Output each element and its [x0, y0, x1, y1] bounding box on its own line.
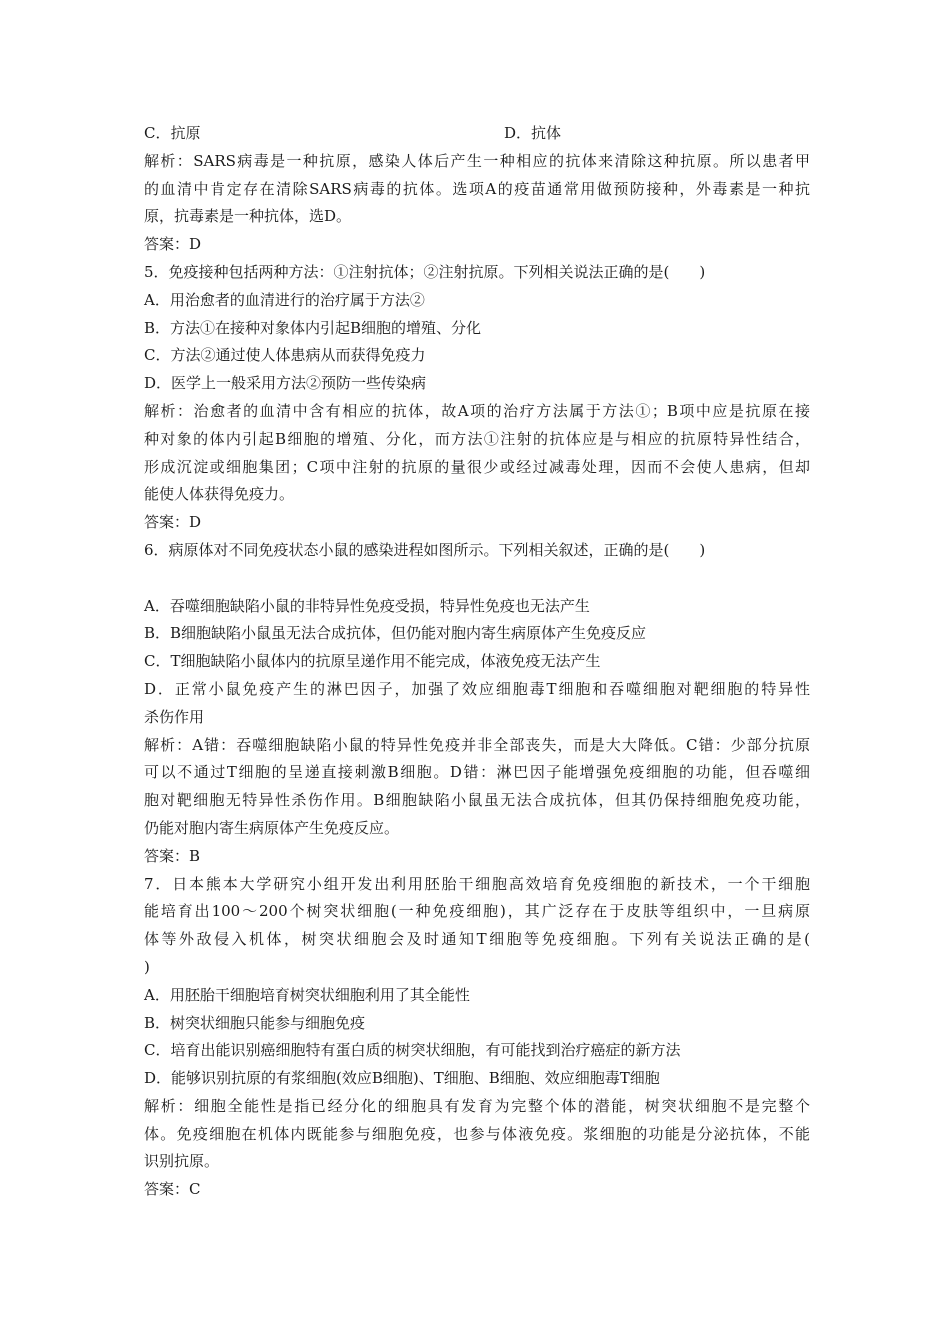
q4-analysis-line: 解析：SARS病毒是一种抗原，感染人体后产生一种相应的抗体来清除这种抗原。所以患者甲 — [144, 151, 810, 170]
q6-option-b: B．B细胞缺陷小鼠虽无法合成抗体，但仍能对胞内寄生病原体产生免疫反应 — [144, 624, 647, 643]
q5-option-b: B．方法①在接种对象体内引起B细胞的增殖、分化 — [144, 318, 482, 337]
q7-stem-line: 体等外敌侵入机体，树突状细胞会及时通知T细胞等免疫细胞。下列有关说法正确的是( — [144, 930, 810, 949]
q7-stem-line: ) — [144, 957, 150, 976]
q6-option-d-continued: 杀伤作用 — [144, 707, 205, 726]
q6-answer: 答案：B — [144, 846, 201, 865]
q7-stem-line: 能培育出100～200个树突状细胞(一种免疫细胞)，其广泛存在于皮肤等组织中，一旦病原 — [144, 902, 810, 921]
q5-analysis-line: 种对象的体内引起B细胞的增殖、分化，而方法①注射的抗体应是与相应的抗原特异性结合， — [144, 429, 810, 448]
q7-analysis-line: 解析：细胞全能性是指已经分化的细胞具有发育为完整个体的潜能，树突状细胞不是完整个 — [144, 1096, 810, 1115]
q6-analysis-line: 仍能对胞内寄生病原体产生免疫反应。 — [144, 818, 400, 837]
q6-option-c: C．T细胞缺陷小鼠体内的抗原呈递作用不能完成，体液免疫无法产生 — [144, 652, 601, 671]
q4-options-row — [144, 120, 810, 148]
q7-stem-line: 7．日本熊本大学研究小组开发出利用胚胎干细胞高效培育免疫细胞的新技术，一个干细胞 — [144, 874, 810, 893]
q4-option-d: D．抗体 — [504, 124, 562, 142]
q5-option-c: C．方法②通过使人体患病从而获得免疫力 — [144, 346, 426, 365]
q4-analysis-line: 的血清中肯定存在清除SARS病毒的抗体。选项A的疫苗通常用做预防接种，外毒素是一种抗 — [144, 179, 810, 198]
q6-analysis-line: 可以不通过T细胞的呈递直接刺激B细胞。D错：淋巴因子能增强免疫细胞的功能，但吞噬细 — [144, 763, 810, 782]
q5-analysis-line: 解析：治愈者的血清中含有相应的抗体，故A项的治疗方法属于方法①；B项中应是抗原在接 — [144, 401, 810, 420]
q5-option-d: D．医学上一般采用方法②预防一些传染病 — [144, 374, 427, 393]
q7-option-b: B．树突状细胞只能参与细胞免疫 — [144, 1013, 366, 1032]
q7-option-a: A．用胚胎干细胞培育树突状细胞利用了其全能性 — [144, 985, 470, 1004]
page-content — [144, 120, 810, 1204]
q6-figure-gap — [144, 565, 810, 593]
q5-option-a: A．用治愈者的血清进行的治疗属于方法② — [144, 290, 425, 309]
q5-answer: 答案：D — [144, 513, 202, 532]
q5-stem: 5．免疫接种包括两种方法：①注射抗体；②注射抗原。下列相关说法正确的是( ) — [144, 262, 706, 281]
q7-answer: 答案：C — [144, 1180, 201, 1199]
q6-stem: 6．病原体对不同免疫状态小鼠的感染进程如图所示。下列相关叙述，正确的是( ) — [144, 540, 706, 559]
q4-analysis-line: 原，抗毒素是一种抗体，选D。 — [144, 207, 352, 226]
q7-analysis-line: 体。免疫细胞在机体内既能参与细胞免疫，也参与体液免疫。浆细胞的功能是分泌抗体，不能 — [144, 1124, 810, 1143]
q4-option-c: C．抗原 — [144, 124, 201, 142]
q6-analysis-line: 胞对靶细胞无特异性杀伤作用。B细胞缺陷小鼠虽无法合成抗体，但其仍保持细胞免疫功能， — [144, 791, 810, 810]
q7-option-c: C．培育出能识别癌细胞特有蛋白质的树突状细胞，有可能找到治疗癌症的新方法 — [144, 1041, 681, 1060]
q6-analysis-line: 解析：A错：吞噬细胞缺陷小鼠的特异性免疫并非全部丧失，而是大大降低。C错：少部分抗原 — [144, 735, 810, 754]
q6-option-d: D．正常小鼠免疫产生的淋巴因子，加强了效应细胞毒T细胞和吞噬细胞对靶细胞的特异性 — [144, 679, 810, 698]
q4-answer: 答案：D — [144, 235, 202, 254]
q6-option-a: A．吞噬细胞缺陷小鼠的非特异性免疫受损，特异性免疫也无法产生 — [144, 596, 590, 615]
q7-analysis-line: 识别抗原。 — [144, 1152, 220, 1171]
q5-analysis-line: 能使人体获得免疫力。 — [144, 485, 295, 504]
q7-option-d: D．能够识别抗原的有浆细胞(效应B细胞)、T细胞、B细胞、效应细胞毒T细胞 — [144, 1069, 660, 1088]
q5-analysis-line: 形成沉淀或细胞集团；C项中注射的抗原的量很少或经过减毒处理，因而不会使人患病，但却 — [144, 457, 810, 476]
